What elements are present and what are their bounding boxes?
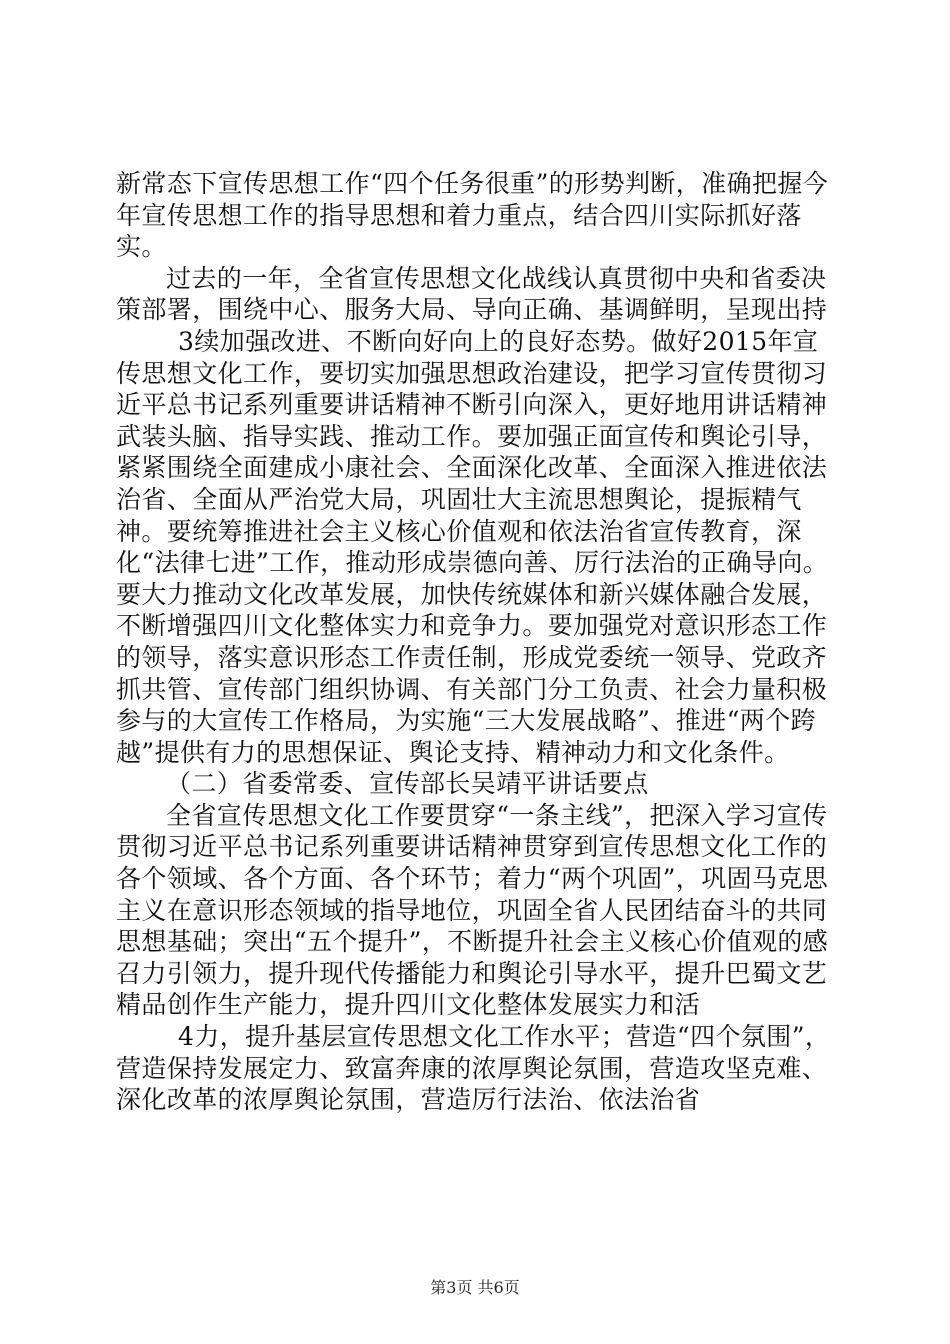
document-body	[116, 168, 836, 1116]
paragraph-past-year: 过去的一年，全省宣传思想文化战线认真贯彻中央和省委决策部署，围绕中心、服务大局、导向正确、基调鲜明，呈现出持	[116, 263, 828, 325]
paragraph-four-atmospheres: 4力，提升基层宣传思想文化工作水平；营造“四个氛围”，营造保持发展定力、致富奔康的浓厚舆论氛围，营造攻坚克难、深化改革的浓厚舆论氛围，营造厉行法治、依法治省	[116, 1022, 831, 1115]
paragraph-continuation: 新常态下宣传思想工作“四个任务很重”的形势判断，准确把握今年宣传思想工作的指导思想和着力重点，结合四川实际抓好落实。	[116, 169, 829, 262]
paragraph-main-line: 全省宣传思想文化工作要贯穿“一条主线”，把深入学习宣传贯彻习近平总书记系列重要讲话精神贯穿到宣传思想文化工作的各个领域、各个方面、各个环节；着力“两个巩固”，巩固马克思主义在意识形态领域的指导地位，巩固全省人民团结奋斗的共同思想基础；突出“五个提升”，不断提升社会主义核心价值观的感召力引领力，提升现代传播能力和舆论引导水平，提升巴蜀文艺精品创作生产能力，提升四川文化整体发展实力和活	[116, 800, 829, 1020]
page-footer	[0, 1275, 950, 1298]
paragraph-2015-work: 3续加强改进、不断向好向上的良好态势。做好2015年宣传思想文化工作，要切实加强思想政治建设，把学习宣传贯彻习近平总书记系列重要讲话精神不断引向深入，更好地用讲话精神武装头脑、指导实践、推动工作。要加强正面宣传和舆论引导，紧紧围绕全面建成小康社会、全面深化改革、全面深入推进依法治省、全面从严治党大局，巩固壮大主流思想舆论，提振精气神。要统筹推进社会主义核心价值观和依法治省宣传教育，深化“法律七进”工作，推动形成崇德向善、厉行法治的正确导向。要大力推动文化改革发展，加快传统媒体和新兴媒体融合发展，不断增强四川文化整体实力和竞争力。要加强党对意识形态工作的领导，落实意识形态工作责任制，形成党委统一领导、党政齐抓共管、宣传部门组织协调、有关部门分工负责、社会力量积极参与的大宣传工作格局，为实施“三大发展战略”、推进“两个跨越”提供有力的思想保证、舆论支持、精神动力和文化条件。	[116, 326, 829, 767]
page-number: 第3页 共6页	[430, 1278, 520, 1297]
section-heading: （二）省委常委、宣传部长吴靖平讲话要点	[166, 769, 649, 799]
